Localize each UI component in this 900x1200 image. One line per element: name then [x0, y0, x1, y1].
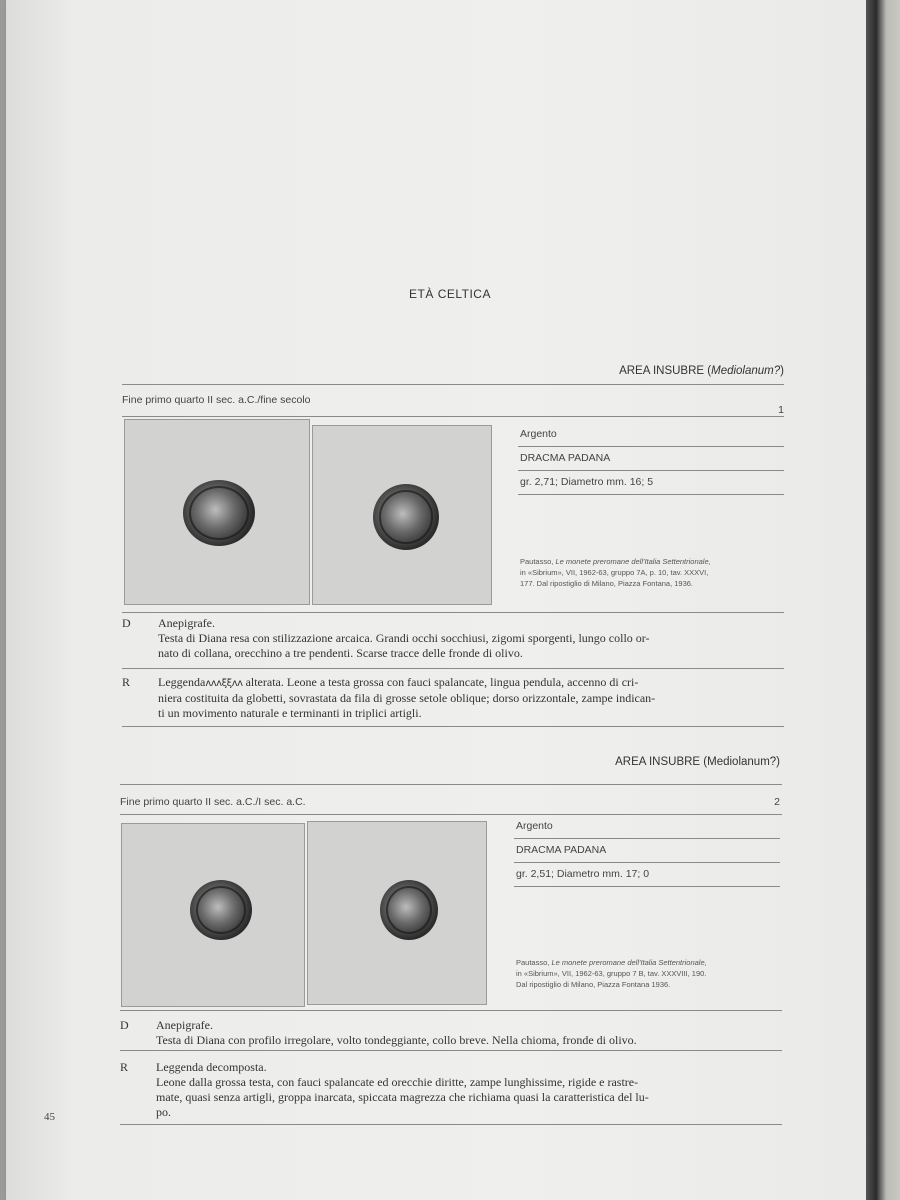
divider: [120, 1050, 782, 1051]
reverse-letter: R: [122, 675, 131, 689]
page-number: 45: [44, 1111, 55, 1123]
area-header: [615, 756, 780, 768]
obverse-description: Anepigrafe. Testa di Diana con profilo irregolare, volto tondeggiante, collo breve. Nella chioma, fronde di olivo.: [156, 1018, 637, 1047]
obverse-photo: [124, 419, 310, 605]
entry-number: 1: [778, 404, 784, 416]
divider: [514, 862, 780, 863]
bibliographic-reference: Pautasso, Le monete preromane dell'Italia Settentrionale, in «Sibrium», VII, 1962-63, gruppo 7 B, tav. XXXVIII, 190. Dal ripostiglio di Milano, Piazza Fontana 1936.: [516, 958, 707, 989]
obverse-description: Anepigrafe. Testa di Diana resa con stilizzazione arcaica. Grandi occhi socchiusi, zigomi sporgenti, lungo collo or- nato di collana, orecchino a tre pendenti. Scarse tracce delle fronde di olivo.: [158, 616, 650, 660]
area-name: AREA INSUBRE: [615, 756, 701, 768]
weight-diameter: gr. 2,71; Diametro mm. 16; 5: [520, 476, 654, 488]
date-label: Fine primo quarto II sec. a.C./I sec. a.C.: [120, 796, 306, 808]
entry-number: 2: [774, 796, 780, 808]
reverse-photo: [307, 821, 487, 1005]
divider: [122, 384, 784, 385]
divider: [122, 668, 784, 669]
denomination: DRACMA PADANA: [520, 452, 611, 464]
obverse-letter: D: [120, 1018, 129, 1032]
book-edge: [866, 0, 900, 1200]
area-italic: Mediolanum?: [711, 365, 781, 377]
divider: [518, 446, 784, 447]
obverse-letter: D: [122, 616, 131, 630]
divider: [120, 814, 782, 815]
reverse-description: Leggenda decomposta. Leone dalla grossa testa, con fauci spalancate ed orecchie diritte, zampe lunghissime, rigide e rastre- mate, quasi senza artigli, groppa inarcata, spiccata magrezza che richiama quasi la caratteristica del lu- po.: [156, 1060, 649, 1119]
bibliographic-reference: Pautasso, Le monete preromane dell'Italia Settentrionale, in «Sibrium», VII, 1962-63, gruppo 7A, p. 10, tav. XXXVI, 177. Dal ripostiglio di Milano, Piazza Fontana, 1936.: [520, 557, 711, 588]
divider: [518, 494, 784, 495]
divider: [514, 838, 780, 839]
obverse-coin-image: [190, 880, 252, 940]
divider: [122, 726, 784, 727]
denomination: DRACMA PADANA: [516, 844, 607, 856]
obverse-photo: [121, 823, 305, 1007]
area-header: AREA INSUBRE (Mediolanum?): [619, 365, 784, 377]
spacer: [122, 396, 784, 397]
divider: [120, 784, 782, 785]
area-paren: (Mediolanum?): [703, 756, 780, 768]
obverse-coin-image: [183, 480, 255, 546]
reverse-description: Leggendaʌʌʌξξʌʌ alterata. Leone a testa grossa con fauci spalancate, lingua pendula, accenno di cri- niera costituita da globetti, sovrastata da fila di grosse setole oblique; dorso orizzontale, zampe indican- ti un movimento naturale e terminanti in triplici artigli.: [158, 675, 656, 720]
section-title: ETÀ CELTICA: [409, 287, 491, 301]
reverse-coin-image: [373, 484, 439, 550]
divider: [518, 470, 784, 471]
divider: [120, 1124, 782, 1125]
date-label: Fine primo quarto II sec. a.C./fine secolo: [122, 394, 311, 406]
reverse-photo: [312, 425, 492, 605]
divider: [122, 612, 784, 613]
legend-inscription: ʌʌʌξξʌʌ: [205, 678, 243, 689]
divider: [514, 886, 780, 887]
area-name: AREA INSUBRE: [619, 365, 705, 377]
divider: [122, 416, 784, 417]
reverse-letter: R: [120, 1060, 129, 1074]
metal: Argento: [520, 428, 557, 440]
reverse-coin-image: [380, 880, 438, 940]
catalog-entry-1: [122, 360, 784, 730]
weight-diameter: gr. 2,51; Diametro mm. 17; 0: [516, 868, 650, 880]
metal: Argento: [516, 820, 553, 832]
catalog-entry-2: [120, 752, 784, 1127]
divider: [120, 1010, 782, 1011]
